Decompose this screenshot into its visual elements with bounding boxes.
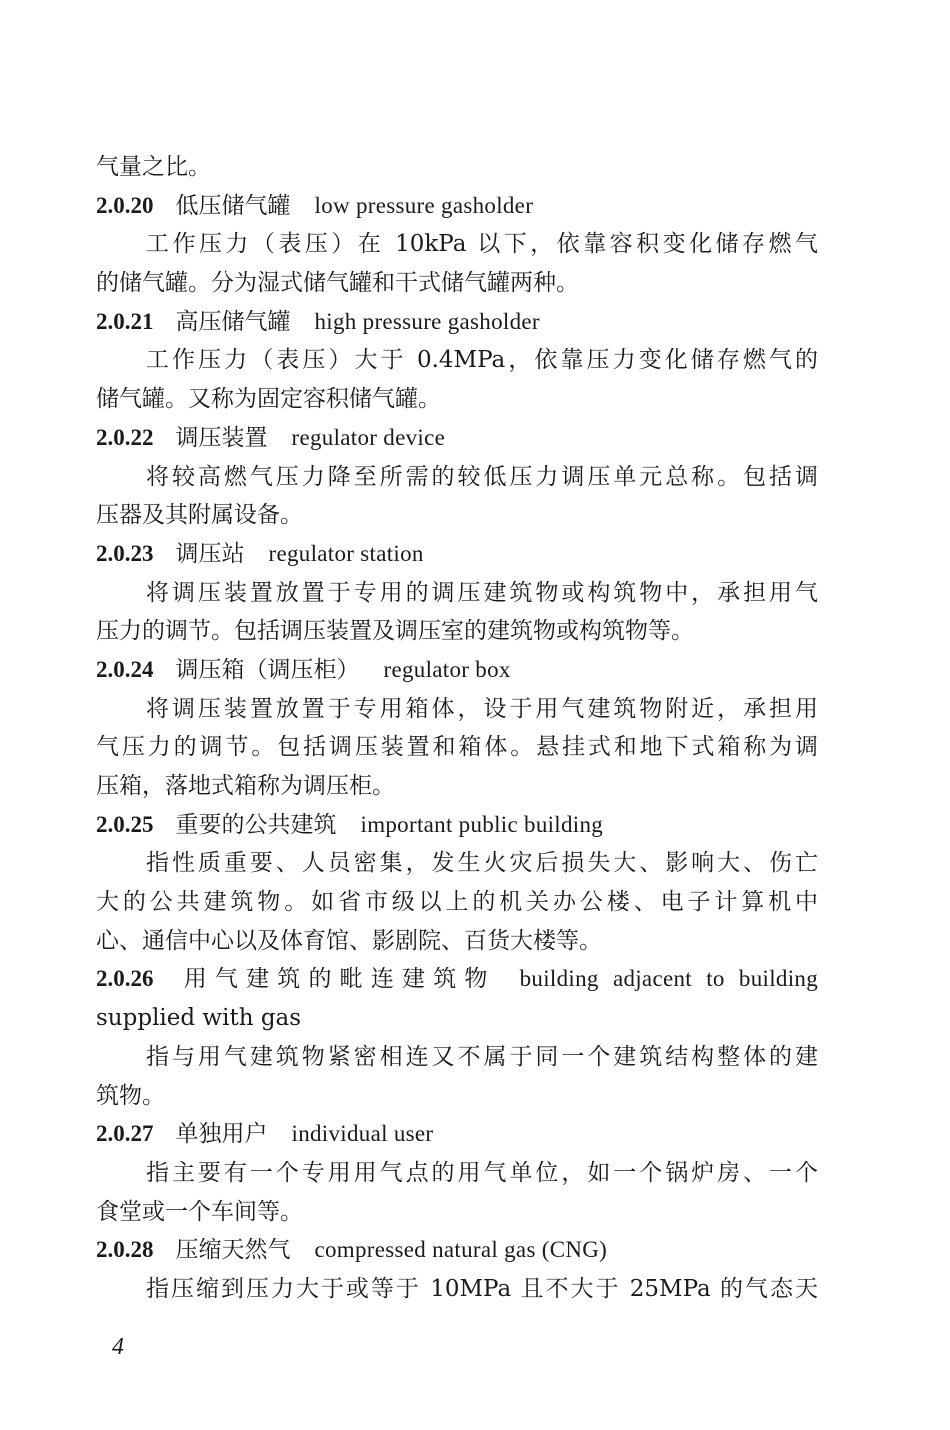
paragraph-first-line: 将调压装置放置于专用箱体，设于用气建筑物附近，承担用 <box>146 695 818 722</box>
text-line: 气量之比。 <box>96 154 211 180</box>
term-heading <box>96 303 818 342</box>
term-heading <box>96 1115 818 1154</box>
term-english: important public building <box>360 811 604 837</box>
clause-number: 2.0.28 <box>96 1237 154 1263</box>
paragraph-first-line: 工作压力（表压）在 10kPa 以下，依靠容积变化储存燃气 <box>146 231 818 258</box>
text-line: 储气罐。又称为固定容积储气罐。 <box>96 386 441 413</box>
term-chinese: 压缩天然气 <box>175 1237 291 1264</box>
paragraph-first-line: 将调压装置放置于专用的调压建筑物或构筑物中，承担用气 <box>146 579 818 606</box>
term-heading <box>96 806 818 845</box>
paragraph-first-line: 指性质重要、人员密集，发生火灾后损失大、影响大、伤亡 <box>146 850 818 877</box>
text-line: 压箱，落地式箱称为调压柜。 <box>96 773 395 799</box>
paragraph-first-line: 指压缩到压力大于或等于 10MPa 且不大于 25MPa 的气态天 <box>146 1275 818 1302</box>
term-english: high pressure gasholder <box>314 308 540 334</box>
term-chinese: 重要的公共建筑 <box>175 811 337 838</box>
term-english: individual user <box>291 1121 434 1147</box>
term-heading <box>96 960 818 999</box>
text-line: 的储气罐。分为湿式储气罐和干式储气罐两种。 <box>96 270 579 297</box>
text-line: 压器及其附属设备。 <box>96 502 303 529</box>
clause-number: 2.0.25 <box>96 811 154 837</box>
text-line: 压力的调节。包括调压装置及调压室的建筑物或构筑物等。 <box>96 618 694 645</box>
clause-number: 2.0.26 <box>96 966 154 992</box>
text-line: 筑物。 <box>96 1082 165 1109</box>
term-chinese: 单独用户 <box>175 1121 268 1148</box>
term-chinese: 用气建筑的毗连建筑物 <box>175 966 496 993</box>
paragraph-first-line: 指主要有一个专用用气点的用气单位，如一个锅炉房、一个 <box>146 1159 818 1186</box>
clause-number: 2.0.22 <box>96 424 154 450</box>
term-chinese: 调压装置 <box>175 424 268 451</box>
term-chinese: 高压储气罐 <box>175 308 291 335</box>
paragraph-first-line: 将较高燃气压力降至所需的较低压力调压单元总称。包括调 <box>146 463 818 490</box>
term-heading <box>96 187 818 226</box>
term-heading <box>96 651 818 690</box>
term-english: building adjacent to building <box>519 966 818 992</box>
text-line: 气压力的调节。包括调压装置和箱体。悬挂式和地下式箱称为调 <box>96 734 818 761</box>
paragraph-first-line: 指与用气建筑物紧密相连又不属于同一个建筑结构整体的建 <box>146 1043 818 1070</box>
term-english: regulator station <box>268 540 424 566</box>
page-number: 4 <box>112 1334 124 1360</box>
clause-number: 2.0.27 <box>96 1121 154 1147</box>
clause-number: 2.0.20 <box>96 192 154 218</box>
term-english: low pressure gasholder <box>314 192 534 218</box>
document-body <box>96 148 818 1309</box>
term-english: regulator device <box>291 424 446 450</box>
clause-number: 2.0.24 <box>96 656 154 682</box>
term-chinese: 调压站 <box>175 540 245 567</box>
term-heading <box>96 535 818 574</box>
text-line: 大的公共建筑物。如省市级以上的机关办公楼、电子计算机中 <box>96 889 818 916</box>
term-heading <box>96 1231 818 1270</box>
term-english: regulator box <box>383 656 511 682</box>
term-heading <box>96 419 818 458</box>
paragraph-first-line: 工作压力（表压）大于 0.4MPa，依靠压力变化储存燃气的 <box>146 347 818 374</box>
term-chinese: 低压储气罐 <box>175 192 291 219</box>
text-line: 心、通信中心以及体育馆、影剧院、百货大楼等。 <box>96 927 602 954</box>
text-line: 食堂或一个车间等。 <box>96 1198 303 1225</box>
term-english: compressed natural gas (CNG) <box>314 1237 608 1263</box>
clause-number: 2.0.21 <box>96 308 154 334</box>
term-chinese: 调压箱（调压柜） <box>175 656 360 683</box>
clause-number: 2.0.23 <box>96 540 154 566</box>
text-line: supplied with gas <box>96 1005 302 1032</box>
